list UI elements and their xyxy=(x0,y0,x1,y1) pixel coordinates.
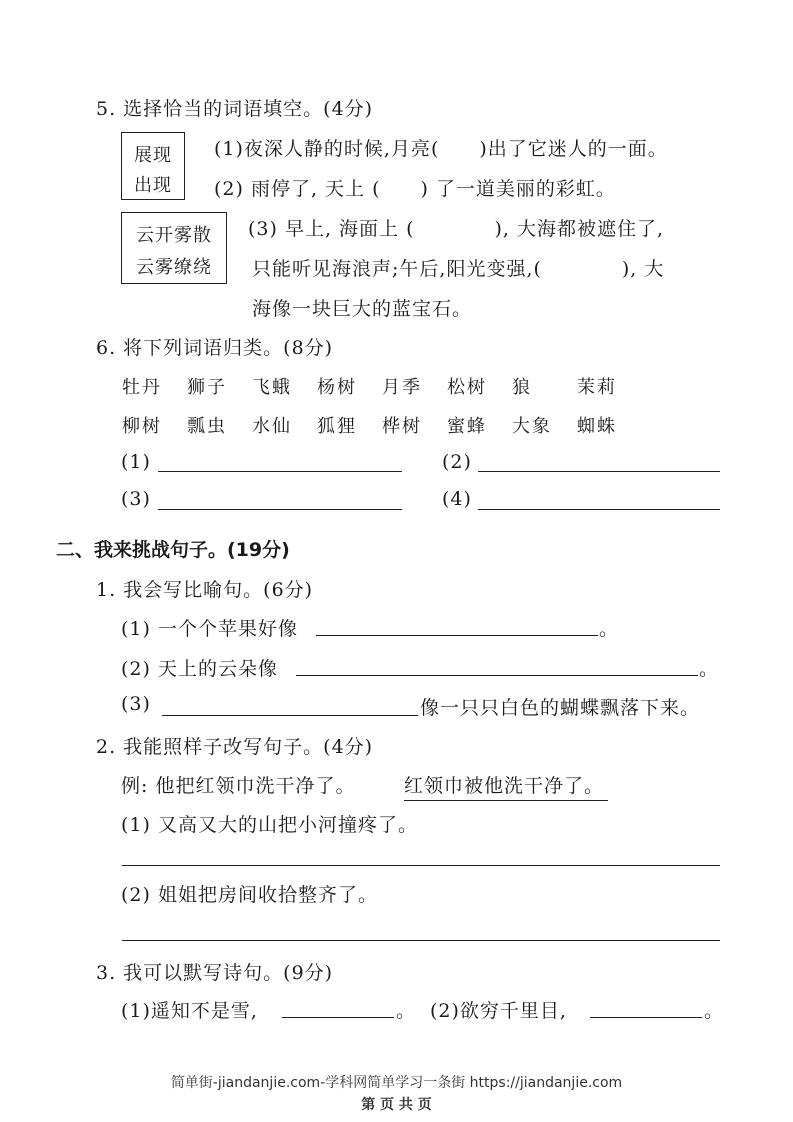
q3-a-end: 。 xyxy=(396,1000,417,1022)
word-item: 飞蛾 xyxy=(252,377,292,398)
word-item: 茉莉 xyxy=(577,377,617,398)
category-blank-2[interactable] xyxy=(478,471,720,472)
q5-sentence-2: (2) 雨停了, 天上 ( ) 了一道美丽的彩虹。 xyxy=(214,178,616,200)
q3-b-blank[interactable] xyxy=(590,1017,702,1018)
word-box-2-line-1: 云开雾散 xyxy=(136,225,212,246)
q1-b-end: 。 xyxy=(699,658,720,680)
q2-example-answer: 红领巾被他洗干净了。 xyxy=(404,771,608,801)
category-label-4: (4) xyxy=(442,488,472,510)
q5-sentence-3c: 海像一块巨大的蓝宝石。 xyxy=(252,298,473,320)
q3-title: 3. 我可以默写诗句。(9分) xyxy=(96,962,334,984)
q2-example-label: 例: 他把红领巾洗干净了。 xyxy=(121,775,356,797)
q3-b-end: 。 xyxy=(704,1000,725,1022)
q1-b-blank[interactable] xyxy=(296,675,698,676)
q1-a-blank[interactable] xyxy=(316,635,598,636)
q1-c-text: (3) xyxy=(121,693,151,715)
q2-a-text: (1) 又高又大的山把小河撞疼了。 xyxy=(121,814,418,836)
q1-c-end: 像一只只白色的蝴蝶飘落下来。 xyxy=(420,697,701,719)
word-box-2-line-2: 云雾缭绕 xyxy=(136,257,212,278)
word-item: 牡丹 xyxy=(122,377,162,398)
q3-a-text: (1)遥知不是雪, xyxy=(121,1000,258,1022)
word-item: 柳树 xyxy=(122,416,162,437)
q1-c-blank[interactable] xyxy=(162,715,418,716)
category-label-1: (1) xyxy=(121,451,151,473)
category-blank-4[interactable] xyxy=(478,509,720,510)
word-box-1 xyxy=(121,132,185,200)
word-item: 狐狸 xyxy=(317,416,357,437)
word-item: 松树 xyxy=(447,377,487,398)
q1-a-text: (1) 一个个苹果好像 xyxy=(121,618,298,640)
q2-b-text: (2) 姐姐把房间收拾整齐了。 xyxy=(121,884,378,906)
word-item: 大象 xyxy=(512,416,552,437)
word-item: 狼 xyxy=(512,377,532,398)
q3-a-blank[interactable] xyxy=(282,1017,394,1018)
q3-b-text: (2)欲穷千里目, xyxy=(430,1000,567,1022)
q1-title: 1. 我会写比喻句。(6分) xyxy=(96,579,314,601)
q5-title: 5. 选择恰当的词语填空。(4分) xyxy=(96,98,374,120)
q6-title: 6. 将下列词语归类。(8分) xyxy=(96,337,334,359)
section-2-title: 二、我来挑战句子。(19分) xyxy=(56,539,290,561)
word-item: 蜘蛛 xyxy=(577,416,617,437)
q5-sentence-1: (1)夜深人静的时候,月亮( )出了它迷人的一面。 xyxy=(214,138,668,160)
category-blank-3[interactable] xyxy=(158,509,402,510)
category-label-3: (3) xyxy=(121,488,151,510)
word-item: 桦树 xyxy=(382,416,422,437)
category-blank-1[interactable] xyxy=(158,471,402,472)
q1-b-text: (2) 天上的云朵像 xyxy=(121,658,278,680)
footer-page: 第 页 共 页 xyxy=(361,1097,432,1113)
q2-title: 2. 我能照样子改写句子。(4分) xyxy=(96,736,374,758)
word-item: 瓢虫 xyxy=(187,416,227,437)
footer-source: 简单街-jiandanjie.com-学科网简单学习一条街 https://jiandanjie.com xyxy=(170,1075,623,1091)
q5-sentence-3b: 只能听见海浪声;午后,阳光变强,( ), 大 xyxy=(252,258,665,280)
word-item: 蜜蜂 xyxy=(447,416,487,437)
word-item: 水仙 xyxy=(252,416,292,437)
word-item: 狮子 xyxy=(187,377,227,398)
q2-b-answer-line[interactable] xyxy=(122,940,720,941)
q5-sentence-3a: (3) 早上, 海面上 ( ), 大海都被遮住了, xyxy=(248,218,665,240)
word-box-1-line-1: 展现 xyxy=(134,145,172,166)
q1-a-end: 。 xyxy=(599,618,620,640)
word-box-1-line-2: 出现 xyxy=(134,175,172,196)
q2-a-answer-line[interactable] xyxy=(122,865,720,866)
word-box-2 xyxy=(121,212,227,284)
word-item: 月季 xyxy=(382,377,422,398)
word-item: 杨树 xyxy=(317,377,357,398)
category-label-2: (2) xyxy=(442,451,472,473)
